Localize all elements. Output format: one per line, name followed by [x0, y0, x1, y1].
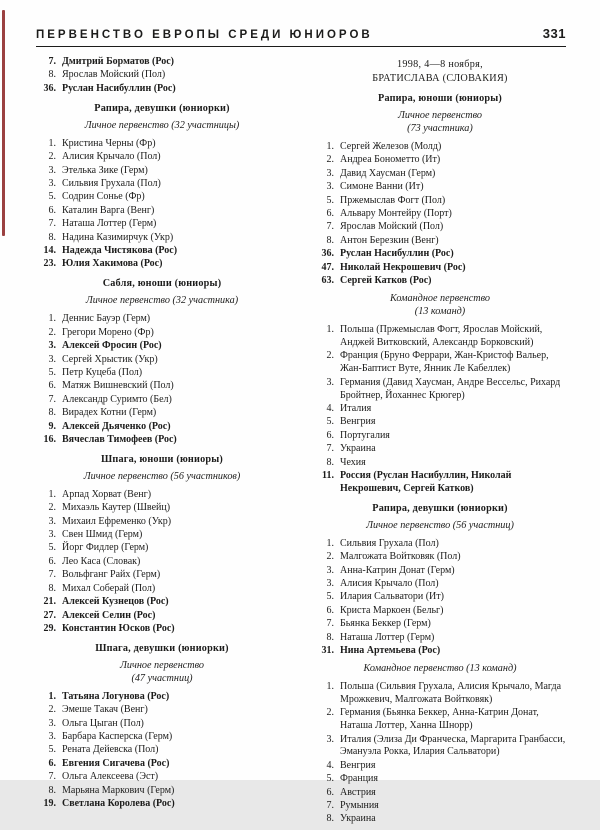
entry-rank: 8. [48, 231, 56, 243]
results-list [314, 538, 566, 658]
result-entry [36, 529, 288, 542]
result-entry [314, 443, 566, 456]
entry-name: Венгрия [340, 759, 376, 771]
result-entry [314, 154, 566, 167]
entry-rank: 2. [48, 326, 56, 338]
entry-name: Давид Хаусман (Герм) [340, 167, 436, 179]
result-entry [36, 771, 288, 784]
result-entry [314, 324, 566, 350]
event-dateline [314, 58, 566, 86]
entry-rank: 3. [48, 529, 56, 541]
entry-name: Румыния [340, 800, 379, 812]
entry-name: Италия (Элиза Ди Франческа, Маргарита Гранбасси, Эмануэла Рокка, Илария Сальватори) [340, 733, 566, 758]
entry-name: Украина [340, 813, 376, 825]
entry-name: Ольга Цыган (Пол) [62, 717, 144, 729]
entry-rank: 5. [48, 744, 56, 756]
result-entry [36, 245, 288, 258]
result-entry [314, 551, 566, 564]
result-entry [36, 516, 288, 529]
result-entry [36, 798, 288, 811]
entry-rank: 5. [48, 542, 56, 554]
entry-rank: 7. [326, 443, 334, 455]
entry-name: Россия (Руслан Насибуллин, Николай Некрошевич, Сергей Катков) [340, 469, 512, 494]
result-entry [36, 258, 288, 271]
entry-rank: 1. [48, 313, 56, 325]
entry-name: Дмитрий Борматов (Рос) [62, 56, 174, 67]
entry-name: Надежда Чистякова (Рос) [62, 244, 178, 256]
scan-margin-mark-red [2, 10, 5, 236]
entry-name: Пржемыслав Фогт (Пол) [340, 194, 446, 206]
entry-rank: 1. [326, 680, 334, 692]
result-entry [314, 350, 566, 376]
entry-name: Франция (Бруно Феррари, Жан-Кристоф Вальер, Жан-Баптист Вуте, Янник Ле Кабеллек) [340, 350, 549, 375]
entry-rank: 63. [321, 275, 334, 287]
result-entry [36, 151, 288, 164]
entry-rank: 8. [326, 234, 334, 246]
entry-name: Наташа Лоттер (Герм) [62, 218, 157, 230]
result-entry [314, 618, 566, 631]
entry-rank: 3. [326, 564, 334, 576]
entry-rank: 3. [48, 515, 56, 527]
section-subheading [36, 119, 288, 132]
subheading-line: (47 участниц) [131, 672, 193, 684]
entry-name: Бьянка Беккер (Герм) [340, 618, 431, 630]
subheading-line: (73 участника) [407, 123, 473, 134]
entry-rank: 3. [326, 167, 334, 179]
entry-name: Анна-Катрин Донат (Герм) [340, 564, 455, 576]
entry-rank: 3. [48, 164, 56, 176]
entry-rank: 36. [43, 82, 56, 94]
entry-rank: 8. [48, 784, 56, 796]
section-heading: Рапира, девушки (юниорки) [372, 502, 508, 514]
entry-rank: 2. [326, 154, 334, 166]
entry-name: Руслан Насибуллин (Рос) [340, 248, 454, 260]
entry-rank: 5. [326, 773, 334, 785]
entry-name: Альвару Монтейру (Порт) [340, 208, 452, 220]
result-entry [36, 583, 288, 596]
entry-rank: 1. [48, 488, 56, 500]
entry-rank: 2. [326, 551, 334, 563]
entry-name: Александр Суримто (Бел) [62, 393, 172, 405]
entry-name: Марьяна Маркович (Герм) [62, 784, 175, 796]
entry-name: Юлия Хакимова (Рос) [62, 258, 163, 270]
result-entry [36, 354, 288, 367]
entry-name: Лео Каса (Словак) [62, 555, 141, 567]
section-heading: Рапира, девушки (юниорки) [94, 102, 230, 114]
section-subheading [314, 519, 566, 532]
entry-name: Сергей Железов (Молд) [340, 141, 442, 152]
entry-rank: 8. [48, 69, 56, 81]
results-list [314, 324, 566, 496]
entry-name: Португалия [340, 429, 390, 441]
entry-rank: 16. [43, 433, 56, 445]
entry-name: Николай Некрошевич (Рос) [340, 261, 466, 273]
entry-name: Наташа Лоттер (Герм) [340, 631, 435, 643]
entry-name: Константин Юсков (Рос) [62, 622, 175, 634]
result-entry [314, 565, 566, 578]
results-list [36, 138, 288, 272]
entry-name: Петр Куцеба (Пол) [62, 366, 143, 378]
entry-name: Вячеслав Тимофеев (Рос) [62, 433, 177, 445]
entry-name: Надина Казимирчук (Укр) [62, 231, 174, 243]
result-entry [314, 578, 566, 591]
result-entry [314, 208, 566, 221]
entry-name: Алисия Крычало (Пол) [340, 577, 439, 589]
result-entry [314, 813, 566, 826]
entry-name: Руслан Насибуллин (Рос) [62, 82, 176, 94]
running-title: ПЕРВЕНСТВО ЕВРОПЫ СРЕДИ ЮНИОРОВ [36, 29, 373, 41]
results-list [314, 141, 566, 288]
entry-name: Сильвия Грухала (Пол) [62, 177, 161, 189]
result-entry [36, 205, 288, 218]
entry-rank: 3. [48, 177, 56, 189]
section-subheading [36, 659, 288, 685]
entry-rank: 2. [48, 704, 56, 716]
result-entry [314, 195, 566, 208]
entry-rank: 7. [48, 393, 56, 405]
results-list [36, 489, 288, 636]
entry-rank: 3. [326, 577, 334, 589]
entry-name: Андреа Бонометто (Ит) [340, 154, 441, 166]
entry-name: Украина [340, 443, 376, 455]
result-entry [314, 787, 566, 800]
entry-rank: 21. [43, 596, 56, 608]
result-entry [314, 181, 566, 194]
result-entry [36, 327, 288, 340]
entry-rank: 2. [48, 151, 56, 163]
result-entry [36, 623, 288, 636]
entry-name: Йорг Фидлер (Герм) [62, 542, 149, 554]
entry-rank: 19. [43, 798, 56, 810]
entry-rank: 1. [48, 690, 56, 702]
right-column [314, 56, 566, 830]
result-entry [36, 502, 288, 515]
results-list [36, 691, 288, 811]
entry-rank: 6. [326, 786, 334, 798]
section-heading: Шпага, девушки (юниорки) [95, 642, 229, 654]
entry-name: Рената Дейевска (Пол) [62, 744, 159, 756]
results-list [36, 313, 288, 447]
entry-name: Антон Березкин (Венг) [340, 234, 439, 246]
entry-name: Польша (Пржемыслав Фогт, Ярослав Мойский, Анджей Витковский, Александр Борковский) [340, 323, 543, 348]
entry-rank: 29. [43, 622, 56, 634]
entry-name: Деннис Бауэр (Герм) [62, 313, 151, 325]
result-entry [36, 165, 288, 178]
entry-rank: 5. [326, 194, 334, 206]
subheading-line: Командное первенство [389, 292, 491, 304]
entry-rank: 3. [326, 733, 334, 745]
result-entry [36, 691, 288, 704]
entry-rank: 8. [48, 582, 56, 594]
section-subheading [36, 294, 288, 307]
result-entry [314, 141, 566, 154]
entry-name: Алексей Кузнецов (Рос) [62, 596, 169, 608]
entry-rank: 7. [48, 56, 56, 67]
result-entry [36, 313, 288, 326]
result-entry [36, 610, 288, 623]
result-entry [36, 744, 288, 757]
result-entry [36, 704, 288, 717]
result-entry [36, 232, 288, 245]
result-entry [314, 760, 566, 773]
result-entry [314, 403, 566, 416]
entry-name: Барбара Касперска (Герм) [62, 731, 173, 743]
entry-name: Сильвия Грухала (Пол) [340, 537, 439, 549]
entry-rank: 8. [326, 813, 334, 825]
subheading-line: Личное первенство (56 участниц) [366, 519, 514, 531]
entry-rank: 47. [321, 261, 334, 273]
result-entry [314, 707, 566, 733]
result-entry [36, 421, 288, 434]
subheading-line: Личное первенство (32 участницы) [84, 119, 240, 131]
page-number: 331 [542, 26, 566, 41]
entry-name: Светлана Королева (Рос) [62, 798, 175, 810]
entry-rank: 31. [321, 645, 334, 656]
result-entry [314, 377, 566, 403]
entry-rank: 8. [48, 407, 56, 419]
entry-rank: 6. [48, 204, 56, 216]
entry-rank: 3. [48, 353, 56, 365]
entry-rank: 8. [326, 456, 334, 468]
result-entry [36, 56, 288, 69]
entry-rank: 7. [326, 618, 334, 630]
entry-name: Малгожата Войтковяк (Пол) [340, 551, 461, 563]
subheading-line: Личное первенство (32 участника) [85, 295, 239, 307]
result-entry [314, 262, 566, 275]
result-entry [314, 591, 566, 604]
section-heading: Сабля, юноши (юниоры) [102, 278, 222, 290]
result-entry [314, 248, 566, 261]
results-list [36, 56, 288, 96]
date-line: БРАТИСЛАВА (СЛОВАКИЯ) [372, 73, 508, 84]
entry-rank: 11. [322, 469, 334, 481]
result-entry [36, 340, 288, 353]
entry-rank: 3. [326, 376, 334, 388]
date-line: 1998, 4—8 ноября, [396, 59, 484, 70]
section-heading: Шпага, юноши (юниоры) [101, 453, 223, 465]
entry-name: Сергей Катков (Рос) [340, 275, 432, 287]
entry-name: Германия (Давид Хаусман, Андре Вессельс, Рихард Бройтнер, Йоханнес Крюгер) [340, 376, 561, 401]
result-entry [314, 275, 566, 288]
result-entry [36, 542, 288, 555]
entry-name: Илария Сальватори (Ит) [340, 591, 444, 603]
result-entry [314, 632, 566, 645]
entry-name: Михал Соберай (Пол) [62, 582, 156, 594]
entry-rank: 6. [48, 757, 56, 769]
entry-name: Алисия Крычало (Пол) [62, 151, 161, 163]
entry-name: Италия [340, 402, 372, 414]
entry-rank: 1. [326, 537, 334, 549]
left-column [36, 56, 288, 830]
result-entry [314, 773, 566, 786]
result-entry [36, 758, 288, 771]
section-heading: Рапира, юноши (юниоры) [378, 93, 502, 104]
entry-rank: 7. [326, 221, 334, 233]
entry-rank: 7. [48, 218, 56, 230]
results-list [314, 681, 566, 826]
entry-rank: 6. [326, 604, 334, 616]
result-entry [314, 470, 566, 496]
entry-name: Нина Артемьева (Рос) [340, 645, 441, 656]
result-entry [36, 178, 288, 191]
result-entry [314, 221, 566, 234]
entry-rank: 3. [48, 340, 56, 352]
entry-rank: 6. [48, 555, 56, 567]
entry-rank: 1. [48, 137, 56, 149]
result-entry [314, 681, 566, 707]
entry-rank: 36. [321, 248, 334, 260]
result-entry [314, 430, 566, 443]
result-entry [36, 718, 288, 731]
entry-name: Ольга Алексеева (Эст) [62, 771, 159, 783]
entry-name: Эмеше Такач (Венг) [62, 704, 148, 716]
entry-rank: 14. [43, 244, 56, 256]
result-entry [36, 569, 288, 582]
entry-name: Евгения Сигачева (Рос) [62, 757, 170, 769]
entry-name: Вольфганг Райх (Герм) [62, 569, 161, 581]
result-entry [314, 457, 566, 470]
result-entry [36, 83, 288, 96]
entry-name: Матяж Вишневский (Пол) [62, 380, 174, 392]
result-entry [36, 596, 288, 609]
subheading-line: Личное первенство [119, 659, 205, 671]
entry-rank: 6. [326, 208, 334, 220]
entry-name: Сергей Хрыстик (Укр) [62, 353, 158, 365]
section-subheading [314, 662, 566, 675]
result-entry [36, 785, 288, 798]
result-entry [314, 416, 566, 429]
entry-name: Ярослав Мойский (Пол) [340, 221, 444, 233]
result-entry [36, 367, 288, 380]
result-entry [314, 734, 566, 760]
section-subheading [36, 470, 288, 483]
result-entry [36, 489, 288, 502]
entry-rank: 9. [48, 420, 56, 432]
entry-rank: 5. [48, 191, 56, 203]
result-entry [36, 407, 288, 420]
entry-rank: 8. [326, 631, 334, 643]
subheading-line: (13 команд) [414, 305, 466, 317]
section-subheading [314, 109, 566, 135]
entry-rank: 7. [48, 771, 56, 783]
result-entry [36, 218, 288, 231]
subheading-line: Личное первенство [397, 110, 483, 121]
entry-name: Алексей Селин (Рос) [62, 609, 156, 621]
two-column-layout [36, 56, 566, 830]
entry-name: Ярослав Мойский (Пол) [62, 69, 166, 81]
entry-rank: 1. [326, 141, 334, 152]
entry-name: Симоне Ванни (Ит) [340, 181, 424, 193]
header-rule [36, 46, 566, 47]
entry-name: Арпад Хорват (Венг) [62, 488, 152, 500]
entry-name: Татьяна Логунова (Рос) [62, 690, 170, 702]
result-entry [36, 394, 288, 407]
entry-name: Кристина Черны (Фр) [62, 137, 156, 149]
entry-rank: 6. [48, 380, 56, 392]
entry-name: Германия (Бьянка Беккер, Анна-Катрин Донат, Наташа Лоттер, Ханна Шнорр) [340, 707, 539, 732]
entry-name: Михаил Ефременко (Укр) [62, 515, 172, 527]
entry-name: Криста Маркоен (Бельг) [340, 604, 444, 616]
entry-rank: 3. [48, 717, 56, 729]
result-entry [314, 538, 566, 551]
entry-name: Михаэль Каутер (Швейц) [62, 502, 171, 514]
entry-name: Этелька Зике (Герм) [62, 164, 148, 176]
entry-rank: 2. [326, 350, 334, 362]
entry-rank: 1. [326, 323, 334, 335]
result-entry [36, 69, 288, 82]
result-entry [36, 380, 288, 393]
entry-name: Венгрия [340, 416, 376, 428]
entry-name: Содрин Сонье (Фр) [62, 191, 145, 203]
entry-rank: 2. [326, 707, 334, 719]
entry-name: Австрия [340, 786, 376, 798]
entry-rank: 7. [326, 800, 334, 812]
entry-rank: 4. [326, 759, 334, 771]
result-entry [314, 235, 566, 248]
entry-rank: 5. [48, 366, 56, 378]
result-entry [36, 434, 288, 447]
section-subheading [314, 292, 566, 318]
entry-rank: 3. [48, 731, 56, 743]
entry-name: Польша (Сильвия Грухала, Алисия Крычало, Магда Мрожкевич, Малгожата Войтковяк) [340, 680, 562, 705]
page-header [36, 26, 566, 47]
entry-rank: 2. [48, 502, 56, 514]
result-entry [314, 800, 566, 813]
entry-name: Чехия [340, 456, 366, 468]
result-entry [314, 605, 566, 618]
entry-rank: 5. [326, 591, 334, 603]
result-entry [36, 556, 288, 569]
entry-name: Грегори Морено (Фр) [62, 326, 154, 338]
result-entry [314, 168, 566, 181]
subheading-line: Командное первенство (13 команд) [363, 662, 517, 674]
entry-rank: 5. [326, 416, 334, 428]
entry-rank: 7. [48, 569, 56, 581]
entry-rank: 27. [43, 609, 56, 621]
entry-rank: 3. [326, 181, 334, 193]
result-entry [36, 191, 288, 204]
entry-name: Франция [340, 773, 378, 785]
entry-name: Алексей Фросин (Рос) [62, 340, 162, 352]
entry-rank: 23. [43, 258, 56, 270]
entry-name: Вирадех Котни (Герм) [62, 407, 157, 419]
entry-name: Каталин Варга (Венг) [62, 204, 155, 216]
result-entry [36, 731, 288, 744]
entry-rank: 6. [326, 429, 334, 441]
subheading-line: Личное первенство (56 участников) [83, 470, 241, 482]
result-entry [314, 645, 566, 658]
result-entry [36, 138, 288, 151]
entry-name: Свен Шмид (Герм) [62, 529, 143, 541]
entry-rank: 4. [326, 402, 334, 414]
entry-name: Алексей Дьяченко (Рос) [62, 420, 171, 432]
